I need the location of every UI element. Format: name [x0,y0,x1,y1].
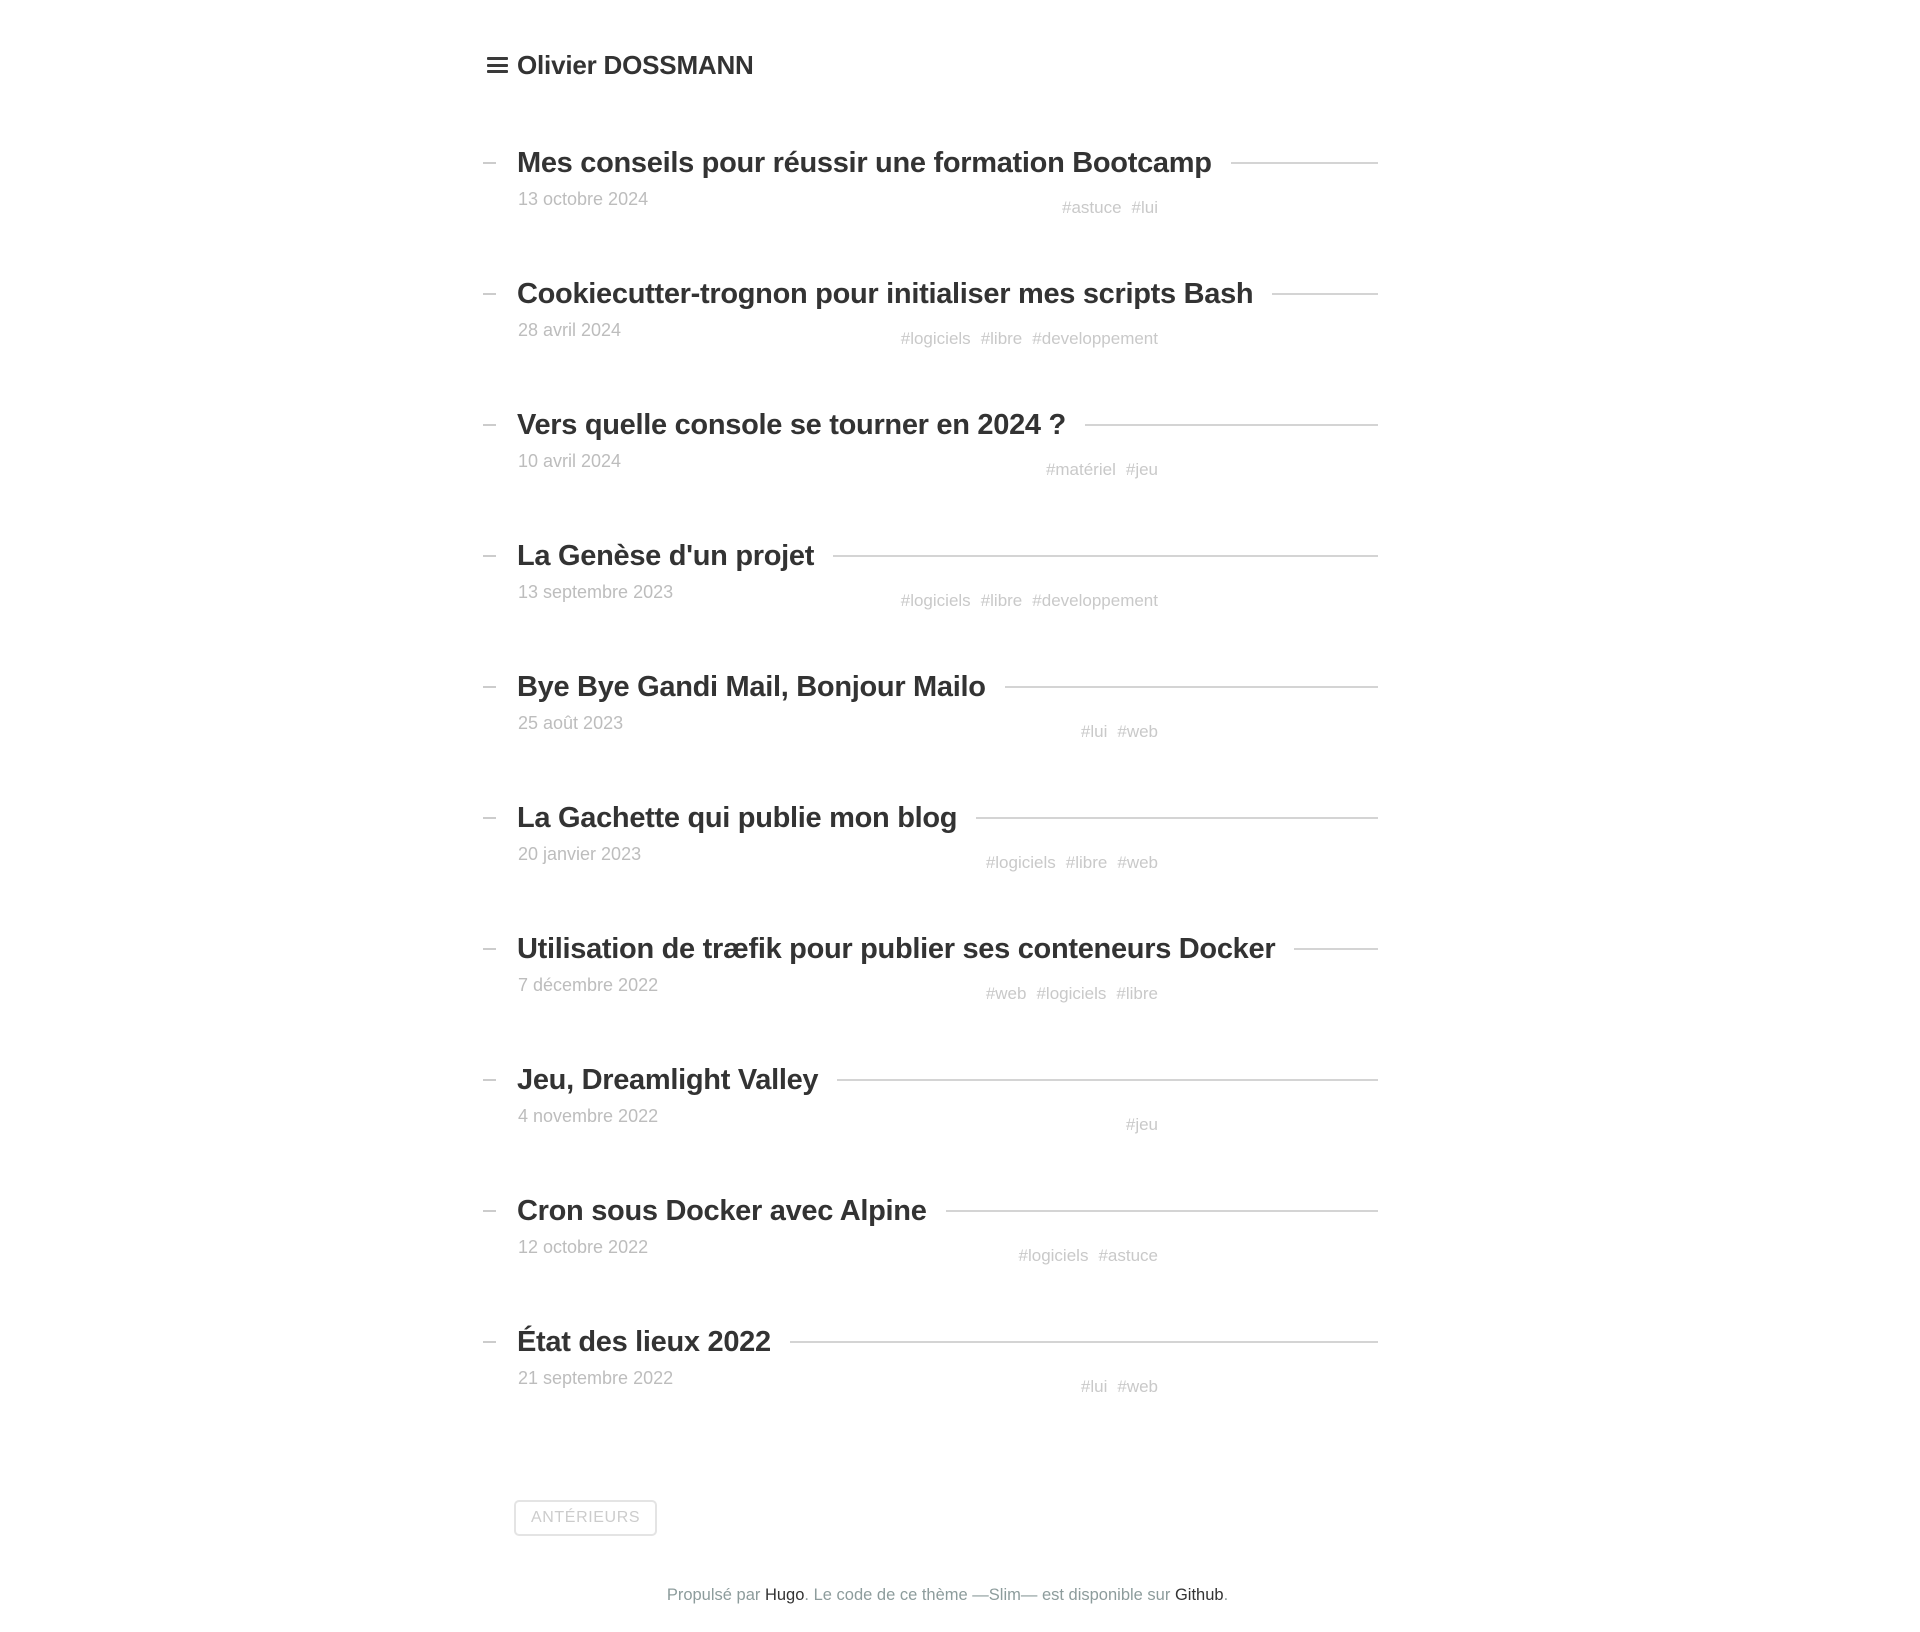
post-meta [517,1237,1378,1281]
post-date: 7 décembre 2022 [518,975,659,995]
post-title [517,146,1378,180]
site-header [517,48,1378,82]
post-tags [901,591,1158,611]
post-title-link[interactable]: Mes conseils pour réussir une formation Bootcamp [517,147,1212,179]
post-title [517,1063,1378,1097]
post-meta [517,451,1378,495]
post-tag[interactable]: #logiciels [900,591,971,610]
post-tags [1019,1246,1158,1266]
post-tag[interactable]: #logiciels [1036,984,1107,1003]
post-tag[interactable]: #astuce [1061,198,1122,217]
post-meta [517,844,1378,888]
post-item [517,408,1378,539]
post-date: 25 août 2023 [518,713,624,733]
post-tag[interactable]: #web [1117,722,1158,741]
post-title [517,277,1378,311]
post-title-link[interactable]: Bye Bye Gandi Mail, Bonjour Mailo [517,671,986,703]
post-item [517,1194,1378,1325]
post-title [517,801,1378,835]
post-tag[interactable]: #jeu [1125,460,1158,479]
post-tag[interactable]: #matériel [1045,460,1116,479]
hugo-link[interactable]: Hugo [764,1586,805,1604]
post-tag[interactable]: #libre [980,329,1023,348]
footer-text-middle: . Le code de ce thème —Slim— est disponible sur [804,1586,1175,1604]
post-tag[interactable]: #lui [1080,722,1108,741]
post-tag[interactable]: #libre [1116,984,1158,1003]
post-date: 21 septembre 2022 [518,1368,674,1388]
post-tag[interactable]: #logiciels [900,329,971,348]
post-item [517,1063,1378,1194]
post-tag[interactable]: #logiciels [985,853,1056,872]
footer-text-prefix: Propulsé par [666,1586,765,1604]
post-item [517,277,1378,408]
post-tags [901,329,1158,349]
post-meta [517,320,1378,364]
post-date: 4 novembre 2022 [518,1106,659,1126]
post-title-link[interactable]: Jeu, Dreamlight Valley [517,1064,819,1096]
post-tags [986,984,1158,1004]
post-item [517,146,1378,277]
post-tags [1046,460,1158,480]
post-date: 13 septembre 2023 [518,582,674,602]
post-item [517,539,1378,670]
post-meta [517,582,1378,626]
post-date: 28 avril 2024 [518,320,622,340]
post-tag[interactable]: #developpement [1032,329,1158,348]
post-tag[interactable]: #jeu [1125,1115,1158,1134]
site-title[interactable]: Olivier DOSSMANN [517,50,754,80]
post-tags [1081,1377,1158,1397]
post-item [517,670,1378,801]
post-tag[interactable]: #web [1117,853,1158,872]
older-posts-button[interactable]: ANTÉRIEURS [514,1500,657,1536]
post-item [517,1325,1378,1456]
post-item [517,801,1378,932]
post-title [517,670,1378,704]
post-title-link[interactable]: La Genèse d'un projet [517,540,815,572]
post-tag[interactable]: #libre [980,591,1023,610]
post-title-link[interactable]: Cookiecutter-trognon pour initialiser mes scripts Bash [517,278,1254,310]
site-footer [517,1586,1378,1605]
post-title [517,408,1378,442]
page-container [517,0,1378,1605]
post-tag[interactable]: #developpement [1032,591,1158,610]
post-title-link[interactable]: Utilisation de træfik pour publier ses conteneurs Docker [517,933,1276,965]
post-meta [517,1106,1378,1150]
post-tag[interactable]: #lui [1131,198,1158,217]
post-meta [517,189,1378,233]
post-tags [986,853,1158,873]
post-tags [1062,198,1158,218]
post-title [517,1194,1378,1228]
post-meta [517,1368,1378,1412]
post-tag[interactable]: #lui [1080,1377,1108,1396]
post-item [517,932,1378,1063]
post-title-link[interactable]: Cron sous Docker avec Alpine [517,1195,927,1227]
post-meta [517,713,1378,757]
post-tag[interactable]: #logiciels [1018,1246,1089,1265]
post-title-link[interactable]: La Gachette qui publie mon blog [517,802,958,834]
post-date: 20 janvier 2023 [518,844,642,864]
github-link[interactable]: Github [1174,1586,1224,1604]
posts-list [517,146,1378,1456]
post-tags [1126,1115,1158,1135]
post-date: 12 octobre 2022 [518,1237,649,1257]
post-tag[interactable]: #web [985,984,1027,1003]
menu-icon[interactable] [487,57,508,77]
post-date: 10 avril 2024 [518,451,622,471]
footer-text-suffix: . [1223,1586,1229,1604]
post-title [517,539,1378,573]
post-title-link[interactable]: État des lieux 2022 [517,1326,771,1358]
post-tag[interactable]: #web [1117,1377,1158,1396]
post-title [517,932,1378,966]
post-tag[interactable]: #libre [1065,853,1108,872]
post-tags [1081,722,1158,742]
post-title [517,1325,1378,1359]
post-tag[interactable]: #astuce [1098,1246,1158,1265]
post-title-link[interactable]: Vers quelle console se tourner en 2024 ? [517,409,1066,441]
post-meta [517,975,1378,1019]
post-date: 13 octobre 2024 [518,189,649,209]
